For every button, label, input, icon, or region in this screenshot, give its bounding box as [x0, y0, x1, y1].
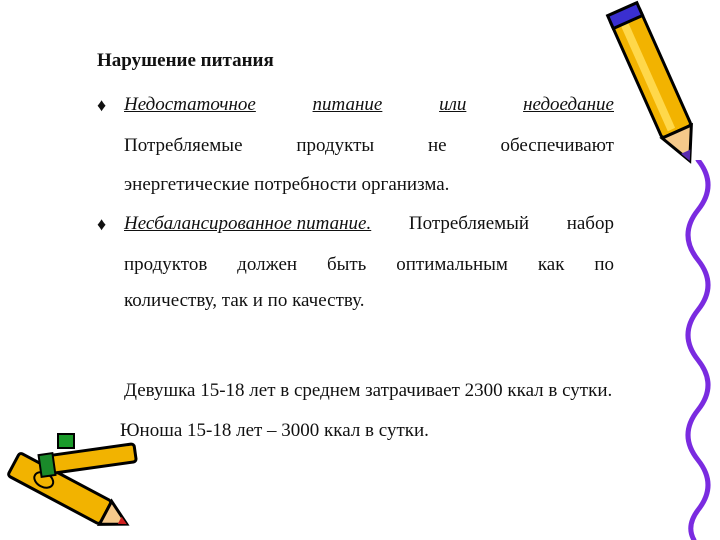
bullet2-word: как — [537, 254, 565, 275]
bullet1-word: не — [428, 135, 447, 156]
bullet2-word: оптимальным — [396, 254, 508, 275]
pencils-icon — [0, 432, 150, 537]
pencil-icon — [596, 0, 720, 175]
bullet1-line2 — [124, 133, 614, 159]
bullet2-word: набор — [566, 213, 614, 234]
bullet1-line3: энергетические потребности организма. — [124, 174, 450, 195]
bullet2-word: продуктов — [124, 254, 208, 275]
bullet2-word: быть — [326, 254, 367, 275]
bullet1-title-word: недоедание — [523, 94, 614, 115]
bullet-marker: ♦ — [97, 95, 107, 115]
bullet2-line1 — [124, 211, 614, 237]
bullet2-word: должен — [237, 254, 298, 275]
bullet1-title-word: или — [439, 94, 467, 115]
bullet2-word: по — [594, 254, 614, 275]
bullet1-word: Потребляемые — [124, 135, 243, 156]
note-boys: Юноша 15-18 лет – 3000 ккал в сутки. — [120, 420, 429, 441]
bullet2-line2 — [124, 252, 614, 278]
bullet1-title-word: Недостаточное — [124, 94, 256, 115]
bullet-marker: ♦ — [97, 214, 107, 234]
bullet1-title-word: питание — [312, 94, 383, 115]
bullet2-word: Потребляемый — [408, 213, 530, 234]
bullet1-word: обеспечивают — [500, 135, 614, 156]
note-girls: Девушка 15-18 лет в среднем затрачивает 2300 ккал в сутки. — [124, 380, 613, 401]
bullet2-term: Несбалансированное питание. — [124, 213, 372, 234]
bullet1-title-line — [124, 92, 614, 118]
bullet1-word: продукты — [296, 135, 375, 156]
section-heading: Нарушение питания — [97, 50, 274, 71]
bullet2-line3: количеству, так и по качеству. — [124, 290, 365, 311]
wavy-line-decoration — [668, 160, 720, 540]
